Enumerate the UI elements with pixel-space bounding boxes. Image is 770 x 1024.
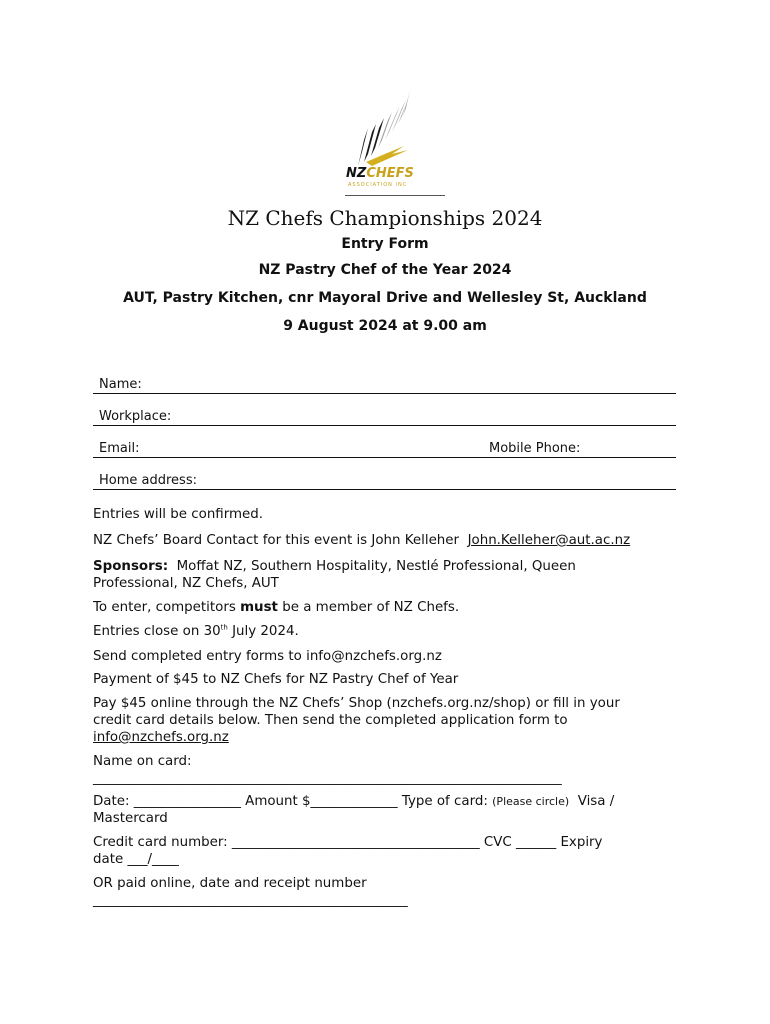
- payment-text: Payment of $45 to NZ Chefs for NZ Pastry Chef of Year: [93, 672, 459, 687]
- event-name: NZ Pastry Chef of the Year 2024: [258, 262, 512, 278]
- mobile-phone-field[interactable]: Mobile Phone:: [483, 440, 676, 458]
- page-title: NZ Chefs Championships 2024: [227, 206, 543, 230]
- card-details-paragraph: Date: ________________ Amount $_____________ Type of card: (Please circle) Visa / Mastercard: [93, 794, 615, 826]
- event-venue: AUT, Pastry Kitchen, cnr Mayoral Drive and Wellesley St, Auckland: [123, 290, 647, 306]
- paid-online-paragraph: OR paid online, date and receipt number _______________________________________________: [93, 876, 408, 908]
- email-field[interactable]: Email:: [93, 440, 485, 458]
- pay-online-paragraph: Pay $45 online through the NZ Chefs’ Shop (nzchefs.org.nz/shop) or fill in your credit card details below. Then send the completed application form to info@nzchefs.org.nz: [93, 696, 620, 745]
- entries-confirmed-text: Entries will be confirmed.: [93, 507, 264, 522]
- home-address-field[interactable]: Home address:: [93, 472, 676, 490]
- send-forms-text: Send completed entry forms to info@nzchefs.org.nz: [93, 649, 442, 664]
- fern-leaf-icon: [344, 88, 444, 168]
- sponsors-paragraph: Sponsors: Moffat NZ, Southern Hospitality, Nestlé Professional, Queen Professional, NZ Chefs, AUT: [93, 559, 576, 591]
- contact-email-link[interactable]: John.Kelleher@aut.ac.nz: [467, 533, 631, 548]
- workplace-field[interactable]: Workplace:: [93, 408, 676, 426]
- receipt-number-line[interactable]: _______________________________________________: [93, 893, 408, 908]
- logo-wordmark: NZCHEFS: [346, 166, 414, 181]
- info-email-link[interactable]: info@nzchefs.org.nz: [93, 730, 229, 745]
- contact-paragraph: NZ Chefs’ Board Contact for this event is John Kelleher John.Kelleher@aut.ac.nz: [93, 533, 631, 548]
- entries-close-paragraph: Entries close on 30th July 2024.: [93, 623, 299, 639]
- membership-paragraph: To enter, competitors must be a member of NZ Chefs.: [93, 600, 460, 615]
- name-field[interactable]: Name:: [93, 376, 676, 394]
- form-subtitle: Entry Form: [341, 236, 429, 252]
- event-date: 9 August 2024 at 9.00 am: [283, 318, 487, 334]
- name-on-card-line[interactable]: ______________________________________________________________________: [93, 771, 562, 786]
- name-on-card-paragraph: Name on card: ______________________________________________________________________: [93, 754, 562, 786]
- logo-subtext: ASSOCIATION INC: [348, 182, 408, 188]
- logo-divider: [345, 195, 445, 196]
- credit-card-paragraph: Credit card number: _____________________________________ CVC ______ Expiry date ___/____: [93, 835, 603, 867]
